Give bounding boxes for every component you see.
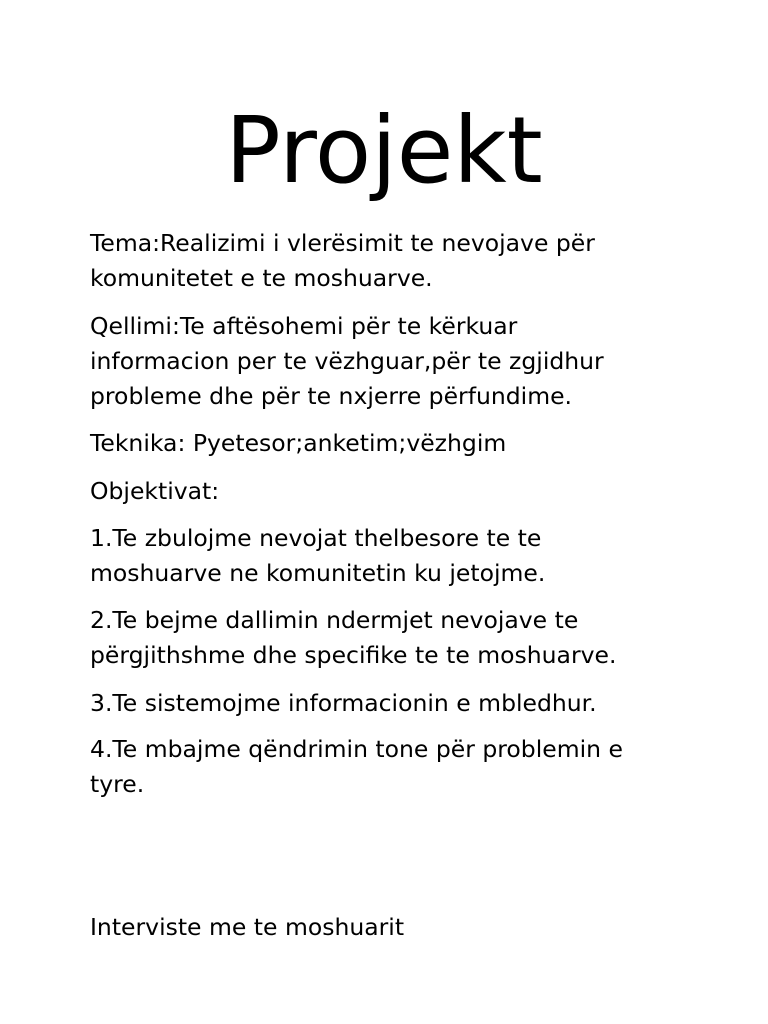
objective-1 xyxy=(90,521,690,591)
objektivat-line: Objektivat: xyxy=(90,477,220,505)
objective-4-line-2: tyre. xyxy=(90,770,145,798)
qellimi-paragraph xyxy=(90,309,690,414)
objective-3-line: 3.Te sistemojme informacionin e mbledhur. xyxy=(90,689,597,717)
objective-1-line-2: moshuarve ne komunitetin ku jetojme. xyxy=(90,559,546,587)
objective-4 xyxy=(90,732,690,802)
objective-4-line-1: 4.Te mbajme qëndrimin tone për problemin e xyxy=(90,735,623,763)
tema-paragraph xyxy=(90,226,690,296)
teknika-line: Teknika: Pyetesor;anketim;vëzhgim xyxy=(90,429,507,457)
objektivat-heading xyxy=(90,474,690,509)
interview-heading xyxy=(90,910,690,945)
tema-line-1: Tema:Realizimi i vlerësimit te nevojave për xyxy=(90,229,595,257)
teknika-paragraph xyxy=(90,426,690,461)
objective-2 xyxy=(90,603,690,673)
objective-1-line-1: 1.Te zbulojme nevojat thelbesore te te xyxy=(90,524,542,552)
objective-2-line-1: 2.Te bejme dallimin ndermjet nevojave te xyxy=(90,606,579,634)
interview-line: Interviste me te moshuarit xyxy=(90,913,405,941)
qellimi-line-1: Qellimi:Te aftësohemi për te kërkuar xyxy=(90,312,518,340)
tema-line-2: komunitetet e te moshuarve. xyxy=(90,264,433,292)
document-title: Projekt xyxy=(225,97,543,204)
qellimi-line-3: probleme dhe për te nxjerre përfundime. xyxy=(90,382,573,410)
objective-2-line-2: përgjithshme dhe specifike te te moshuarve. xyxy=(90,641,617,669)
qellimi-line-2: informacion per te vëzhguar,për te zgjidhur xyxy=(90,347,604,375)
objective-3 xyxy=(90,686,690,721)
